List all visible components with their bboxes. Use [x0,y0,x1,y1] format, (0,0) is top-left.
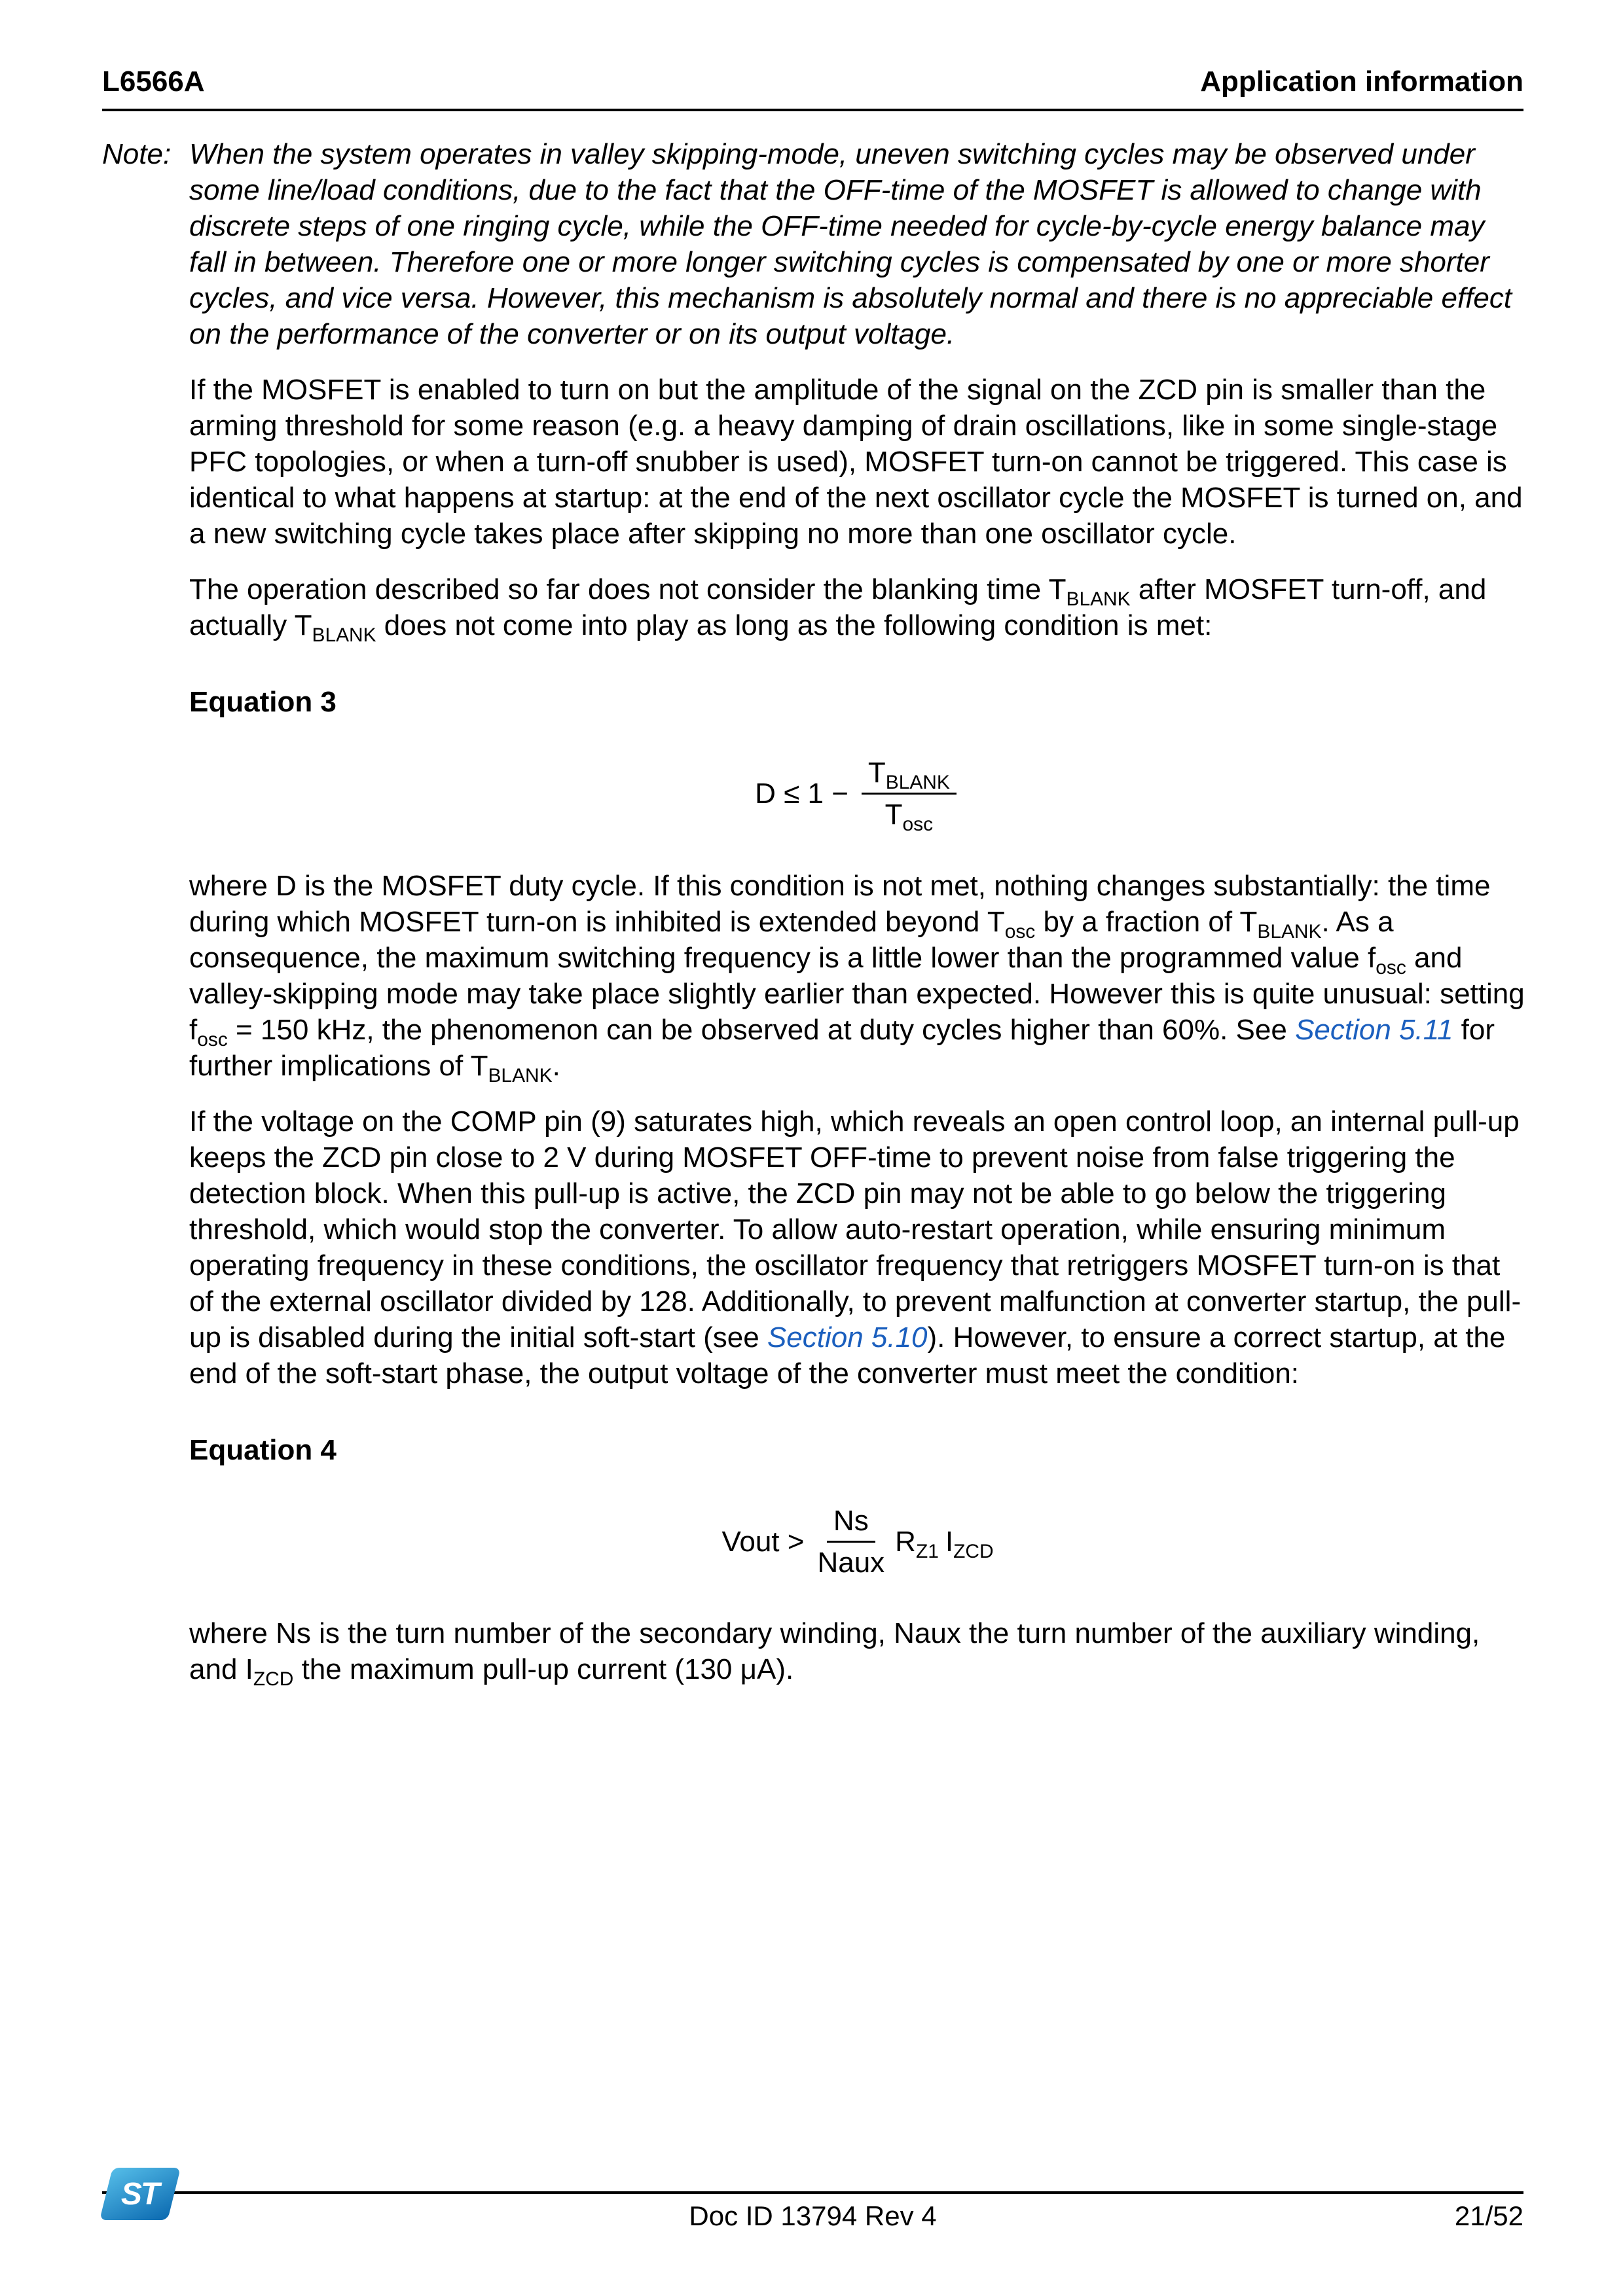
footer-page-number: 21/52 [1454,2200,1523,2231]
text-segment: for further implications of T [189,1013,1495,1082]
equation-4-lhs: Vout > [721,1525,805,1558]
section-5-11-link[interactable]: Section 5.11 [1295,1013,1453,1046]
body-paragraph-1: If the MOSFET is enabled to turn on but the amplitude of the signal on the ZCD pin is smaller than the arming threshold for some reason (e.g. a heavy damping of drain oscillations, like in some single-stage PFC topologies, or when a turn-off snubber is used), MOSFET turn-on cannot be triggered. This case is identical to what happens at startup: at the end of the next oscillator cycle the MOSFET is turned on, and a new switching cycle takes place after skipping no more than one oscillator cycle. [189,374,1523,550]
subscript: BLANK [1066,588,1131,610]
text-segment: and valley-skipping mode may take place slightly earlier than expected. However this is quite unusual: setting f [189,941,1525,1046]
body-paragraph-4 [189,1103,1526,1391]
subscript: BLANK [312,624,376,646]
subscript: ZCD [253,1668,294,1690]
footer-doc-id: Doc ID 13794 Rev 4 [689,2200,937,2231]
subscript: ZCD [953,1540,994,1562]
equation-3-lhs: D ≤ 1 − [755,778,848,810]
text-segment: by a fraction of T [1035,905,1258,938]
section-5-10-link[interactable]: Section 5.10 [767,1321,928,1354]
subscript: BLANK [488,1064,553,1086]
note-text: When the system operates in valley skipping-mode, uneven switching cycles may be observed under some line/load conditions, due to the fact that the OFF-time of the MOSFET is allowed to change with discrete steps of one ringing cycle, while the OFF-time needed for cycle-by-cycle energy balance may fall in between. Therefore one or more longer switching cycles is compensated by one or more shorter cycles, and vice versa. However, this mechanism is absolutely normal and there is no appreciable effect on the performance of the converter or on its output voltage. [189,138,1512,350]
body-paragraph-5 [189,1615,1526,1690]
text-segment: T [867,757,886,789]
text-segment: = 150 kHz, the phenomenon can be observed at duty cycles higher than 60%. See [227,1013,1296,1046]
subscript: osc [197,1028,228,1050]
subscript: BLANK [1257,920,1322,942]
st-logo-text: ST [121,2176,159,2212]
fraction [862,757,957,836]
fraction-denominator [884,795,934,836]
text-segment: the maximum pull-up current (130 μA). [293,1653,794,1686]
text-segment: . [552,1049,560,1082]
text-segment: ). However, to ensure a correct startup, at the end of the soft-start phase, the output voltage of the converter must meet the condition: [189,1321,1506,1390]
text-segment: I [945,1525,954,1558]
equation-4-term-r [895,1525,939,1562]
section-title: Application information [1200,65,1523,98]
text-segment: The operation described so far does not consider the blanking time T [189,573,1067,605]
equation-4-term-i [945,1525,994,1562]
fraction-numerator [862,757,957,795]
note-block [102,136,1526,352]
subscript: BLANK [885,771,950,793]
equation-3 [189,757,1526,836]
page-header [102,65,1523,111]
subscript: osc [1004,920,1036,942]
doc-code: L6566A [102,65,205,98]
subscript: osc [1376,956,1406,978]
equation-4-label: Equation 4 [189,1433,337,1466]
text-segment: T [884,798,903,831]
subscript: Z1 [915,1540,939,1562]
fraction-denominator: Naux [817,1546,885,1579]
text-segment: where D is the MOSFET duty cycle. If this condition is not met, nothing changes substantially: the time during which MOSFET turn-on is inhibited is extended beyond T [189,869,1491,938]
fraction [817,1505,884,1579]
footer-rule [102,2191,1523,2194]
page-content [102,136,1526,1707]
text-segment: If the voltage on the COMP pin (9) saturates high, which reveals an open control loop, an internal pull-up keeps the ZCD pin close to 2 V during MOSFET OFF-time to prevent noise from false triggering the detection block. When this pull-up is active, the ZCD pin may not be able to go below the triggering threshold, which would stop the converter. To allow auto-restart operation, while ensuring minimum operating frequency in these conditions, the oscillator frequency that retriggers MOSFET turn-on is that of the external oscillator divided by 128. Additionally, to prevent malfunction at converter startup, the pull-up is disabled during the initial soft-start (see [189,1105,1522,1354]
note-label: Note: [102,138,172,170]
equation-3-label: Equation 3 [189,686,337,718]
page-footer [102,2168,1523,2231]
body-paragraph-3 [189,868,1526,1084]
subscript: osc [902,814,934,836]
text-segment: . As a consequence, the maximum switching frequency is a little lower than the programmed value f [189,905,1394,974]
equation-4 [189,1505,1526,1579]
text-segment: R [895,1525,916,1558]
text-segment: after MOSFET turn-off, and actually T [189,573,1487,641]
text-segment: where Ns is the turn number of the secondary winding, Naux the turn number of the auxiliary winding, and I [189,1617,1480,1686]
body-paragraph-2 [189,571,1526,646]
fraction-numerator: Ns [827,1505,875,1543]
text-segment: does not come into play as long as the following condition is met: [376,609,1213,641]
